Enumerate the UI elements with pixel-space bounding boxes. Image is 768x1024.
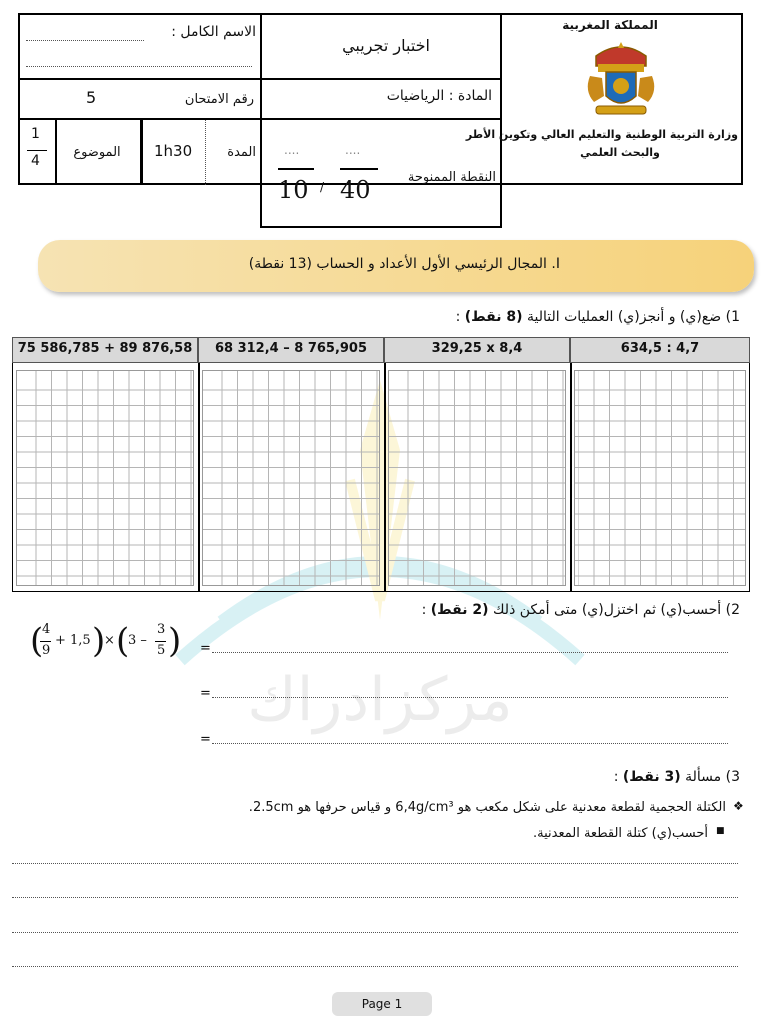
operation-header: 634,5 : 4,7 xyxy=(570,337,750,363)
math-expression xyxy=(30,622,180,666)
q1-colon: : xyxy=(455,309,461,325)
q2-text: أحسب(ي) ثم اختزل(ي) متى أمكن ذلك xyxy=(493,602,722,618)
svg-text:مركزادراك: مركزادراك xyxy=(247,665,513,735)
paren-open-2: ( xyxy=(116,621,130,661)
grade-separator: / xyxy=(320,180,325,194)
table-divider xyxy=(570,363,572,592)
exam-number-label: رقم الامتحان xyxy=(184,92,254,107)
section-number: I. xyxy=(551,256,560,272)
q1-number: 1) xyxy=(725,309,740,325)
frac1-num: 4 xyxy=(42,622,51,637)
header-divider xyxy=(18,78,502,80)
operation-header: 329,25 x 8,4 xyxy=(384,337,570,363)
grade-dots-10[interactable]: .... xyxy=(284,143,300,157)
page-fraction-bar xyxy=(27,150,47,151)
ministry-label-2: والبحث العلمي xyxy=(580,146,660,159)
section-title xyxy=(180,256,560,272)
table-divider xyxy=(384,363,386,592)
q3-title: مسألة xyxy=(685,769,722,785)
equals-sign: = xyxy=(200,732,211,747)
q1-prompt xyxy=(420,309,740,325)
square-bullet-icon: ■ xyxy=(716,826,725,836)
q3-statement: الكتلة الحجمية لقطعة معدنية على شكل مكعب هو 6,4g/cm³ و قياس حرفها هو 2.5cm. xyxy=(248,800,726,815)
plus-term: + 1,5 xyxy=(55,633,91,648)
frac2-den: 5 xyxy=(157,643,166,658)
page-numerator: 1 xyxy=(31,126,40,142)
answer-line[interactable] xyxy=(12,966,738,967)
answer-line[interactable] xyxy=(12,932,738,933)
grade-bar-10 xyxy=(278,168,314,170)
answer-line[interactable] xyxy=(12,897,738,898)
table-divider xyxy=(198,363,200,592)
kingdom-label: المملكة المغربية xyxy=(562,18,658,32)
q1-points: (8 نقط) xyxy=(464,309,523,325)
exam-title: اختبار تجريبي xyxy=(342,36,430,55)
full-name-label: الاسم الكامل : xyxy=(171,24,256,40)
grade-bar-40 xyxy=(340,168,378,170)
grade-total-10: 10 xyxy=(278,176,309,204)
page-indicator: Page 1 xyxy=(332,992,432,1016)
full-name-field-2[interactable] xyxy=(26,66,252,67)
frac2-num: 3 xyxy=(157,622,166,637)
q2-colon: : xyxy=(421,602,427,618)
paren-close: ) xyxy=(92,621,106,661)
work-grid[interactable] xyxy=(202,370,380,586)
header-divider xyxy=(140,118,143,185)
grade-total-40: 40 xyxy=(340,176,371,204)
work-grid[interactable] xyxy=(388,370,566,586)
full-name-field[interactable] xyxy=(26,40,144,41)
answer-line[interactable] xyxy=(212,743,728,744)
q3-colon: : xyxy=(613,769,619,785)
operation-header: 75 586,785 + 89 876,58 xyxy=(12,337,198,363)
q2-prompt xyxy=(380,602,740,618)
grade-label: النقطة الممنوحة xyxy=(407,170,496,185)
section-title-text: المجال الرئيسي الأول الأعداد و الحساب (13 نقطة) xyxy=(248,256,547,272)
paren-open: ( xyxy=(30,621,44,661)
grade-dots-40[interactable]: .... xyxy=(345,143,361,157)
header-divider xyxy=(205,120,206,185)
coat-of-arms-logo xyxy=(578,36,664,122)
header-divider xyxy=(55,118,57,185)
times-sign: × xyxy=(104,633,115,648)
q3-points: (3 نقط) xyxy=(622,769,681,785)
q2-points: (2 نقط) xyxy=(430,602,489,618)
q1-text: ضع(ي) و أنجز(ي) العمليات التالية xyxy=(526,309,722,325)
subject-label: المادة : الرياضيات xyxy=(386,88,492,104)
topic-label: الموضوع xyxy=(73,145,121,160)
three-minus: 3 – xyxy=(128,633,147,648)
equals-sign: = xyxy=(200,641,211,656)
frac1-den: 9 xyxy=(42,643,51,658)
equals-sign: = xyxy=(200,686,211,701)
work-grid[interactable] xyxy=(16,370,194,586)
duration-value: 1h30 xyxy=(154,142,193,160)
q3-task: أحسب(ي) كتلة القطعة المعدنية. xyxy=(533,826,708,841)
diamond-bullet-icon: ❖ xyxy=(733,799,744,813)
exam-number-value: 5 xyxy=(86,88,97,107)
duration-label: المدة xyxy=(227,145,256,160)
answer-line[interactable] xyxy=(212,652,728,653)
q2-number: 2) xyxy=(725,602,740,618)
answer-line[interactable] xyxy=(212,697,728,698)
ministry-label: وزارة التربية الوطنية والتعليم العالي وتكوين الأطر xyxy=(465,128,738,141)
frac2-bar xyxy=(155,641,166,642)
q3-prompt xyxy=(560,769,740,785)
q3-number: 3) xyxy=(725,769,740,785)
page-denominator: 4 xyxy=(31,153,40,169)
frac1-bar xyxy=(40,641,51,642)
answer-line[interactable] xyxy=(12,863,738,864)
paren-close-2: ) xyxy=(168,621,182,661)
operation-header: 68 312,4 – 8 765,905 xyxy=(198,337,384,363)
work-grid[interactable] xyxy=(574,370,746,586)
